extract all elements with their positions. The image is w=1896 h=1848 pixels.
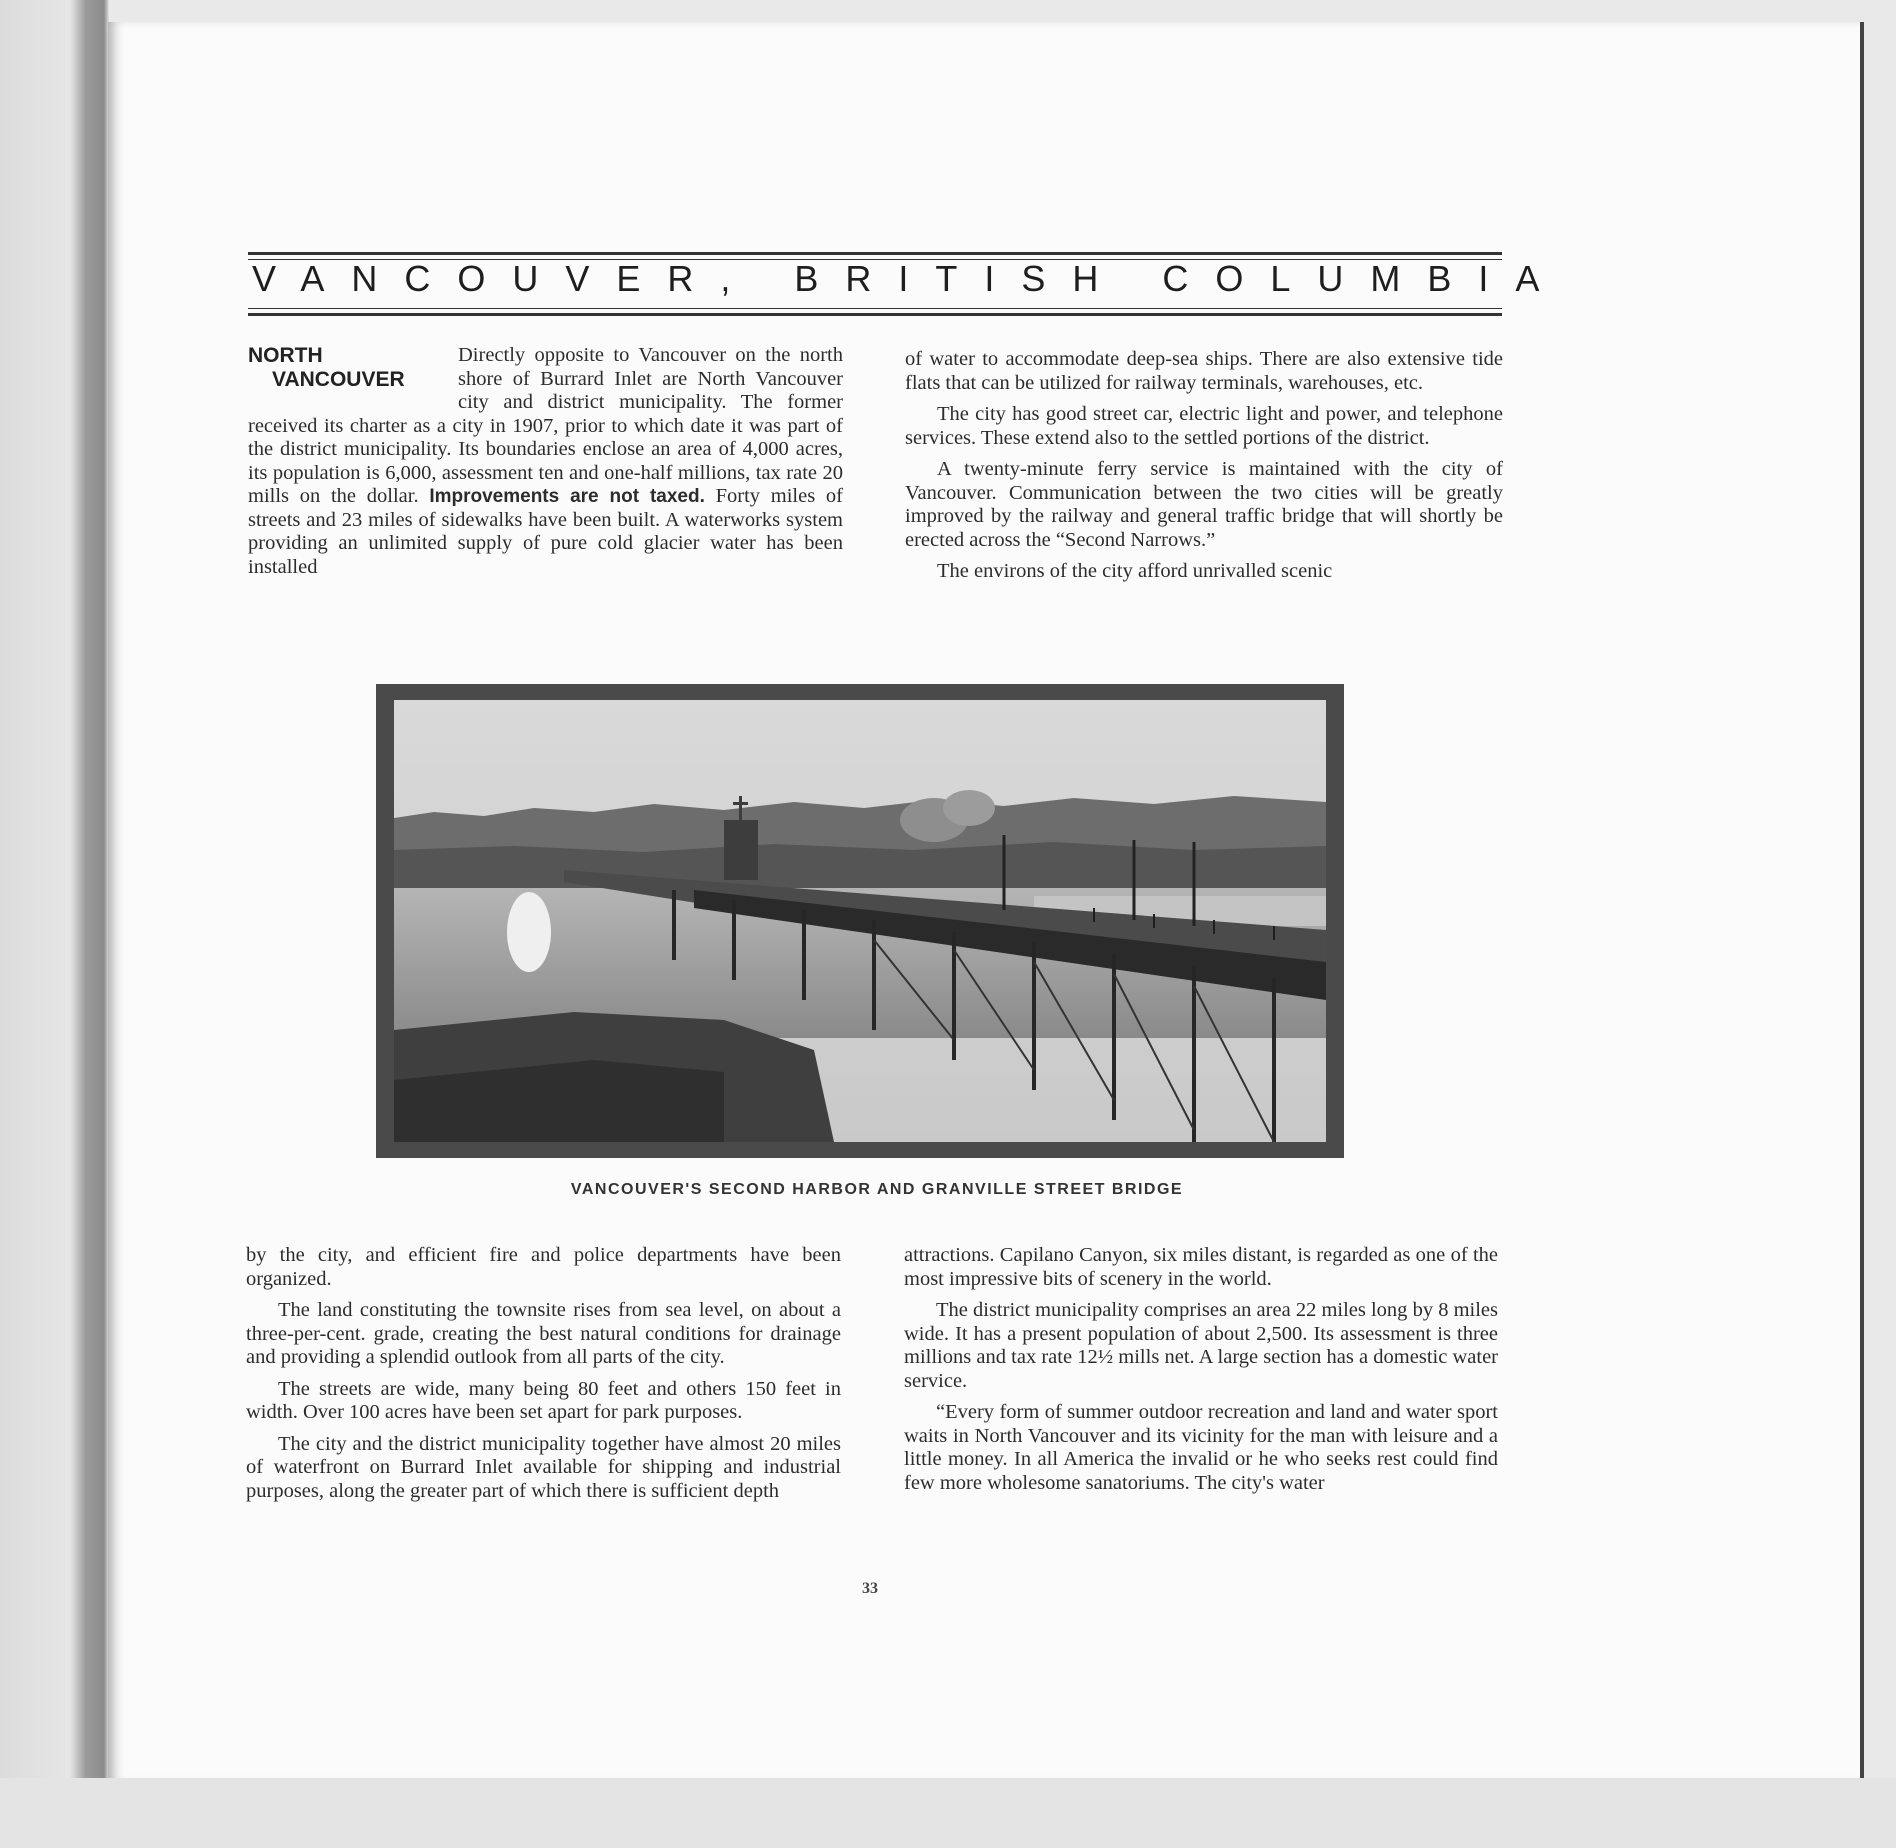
header-rule-bottom-thin — [248, 308, 1502, 309]
scan-margin — [0, 1778, 1896, 1848]
harbor-bridge-photograph — [394, 700, 1326, 1142]
header-rule-bottom — [248, 313, 1502, 316]
paragraph: The district municipality comprises an area 22 miles long by 8 miles wide. It has a present population of about 2,500. Its assessment is three millions and tax rate 12½ mills net. A large section has a domestic water service. — [904, 1299, 1498, 1392]
photo-caption: VANCOUVER'S SECOND HARBOR AND GRANVILLE STREET BRIDGE — [570, 1181, 1184, 1198]
paragraph: The city has good street car, electric light and power, and telephone services. These extend also to the settled portions of the district. — [905, 403, 1503, 449]
paragraph: “Every form of summer outdoor recreation and land and water sport waits in North Vancouver and its vicinity for the man with leisure and a little money. In all America the invalid or he who seeks rest could find few more wholesome sanatoriums. The city's water — [904, 1401, 1498, 1494]
lower-left-column — [246, 1244, 841, 1511]
lower-right-column — [904, 1244, 1498, 1503]
page-title: VANCOUVER, BRITISH COLUMBIA — [252, 258, 1567, 299]
upper-right-column — [905, 348, 1503, 592]
paragraph: The land constituting the townsite rises from sea level, on about a three-per-cent. grade, creating the best natural conditions for drainage and providing a splendid outlook from all parts of the city. — [246, 1299, 841, 1368]
section-heading-line1: NORTH — [248, 344, 323, 367]
paragraph: of water to accommodate deep-sea ships. There are also extensive tide flats that can be utilized for railway terminals, warehouses, etc. — [905, 348, 1503, 394]
paragraph: attractions. Capilano Canyon, six miles distant, is regarded as one of the most impressive bits of scenery in the world. — [904, 1244, 1498, 1290]
paragraph: The streets are wide, many being 80 feet and others 150 feet in width. Over 100 acres have been set apart for park purposes. — [246, 1377, 841, 1423]
paragraph: The city and the district municipality together have almost 20 miles of waterfront on Burrard Inlet available for shipping and industrial purposes, along the greater part of which there is sufficient depth — [246, 1432, 841, 1502]
photograph-frame — [376, 684, 1344, 1158]
text-run: Forty miles of streets and 23 miles of sidewalks have been built. A waterworks system providing an unlimited supply of pure cold glacier water has been installed — [248, 485, 843, 578]
header-rule-top — [248, 252, 1502, 255]
section-heading — [248, 344, 458, 392]
bold-emphasis: Improvements are not taxed. — [429, 486, 705, 507]
paragraph: The environs of the city afford unrivalled scenic — [937, 560, 1333, 582]
page-number: 33 — [862, 1580, 878, 1597]
paragraph: A twenty-minute ferry service is maintained with the city of Vancouver. Communication between the two cities will be greatly improved by the railway and general traffic bridge that will shortly be erected across the “Second Narrows.” — [905, 458, 1503, 551]
book-gutter — [0, 0, 110, 1848]
section-heading-line2: VANCOUVER — [272, 368, 405, 391]
text-run: Directly opposite to Vancouver on the north shore of Burrard Inlet are North Vancouver city and district municipality. The former received its charter as a city in 1907, prior to which date it was part of the district municipality. Its boundaries enclose an area of 4,000 acres, its population is 6,000, assessment ten and one-half millions, tax rate 20 mills on the dollar. — [248, 344, 843, 507]
upper-left-column — [248, 344, 843, 587]
paragraph: by the city, and efficient fire and police departments have been organized. — [246, 1244, 841, 1290]
